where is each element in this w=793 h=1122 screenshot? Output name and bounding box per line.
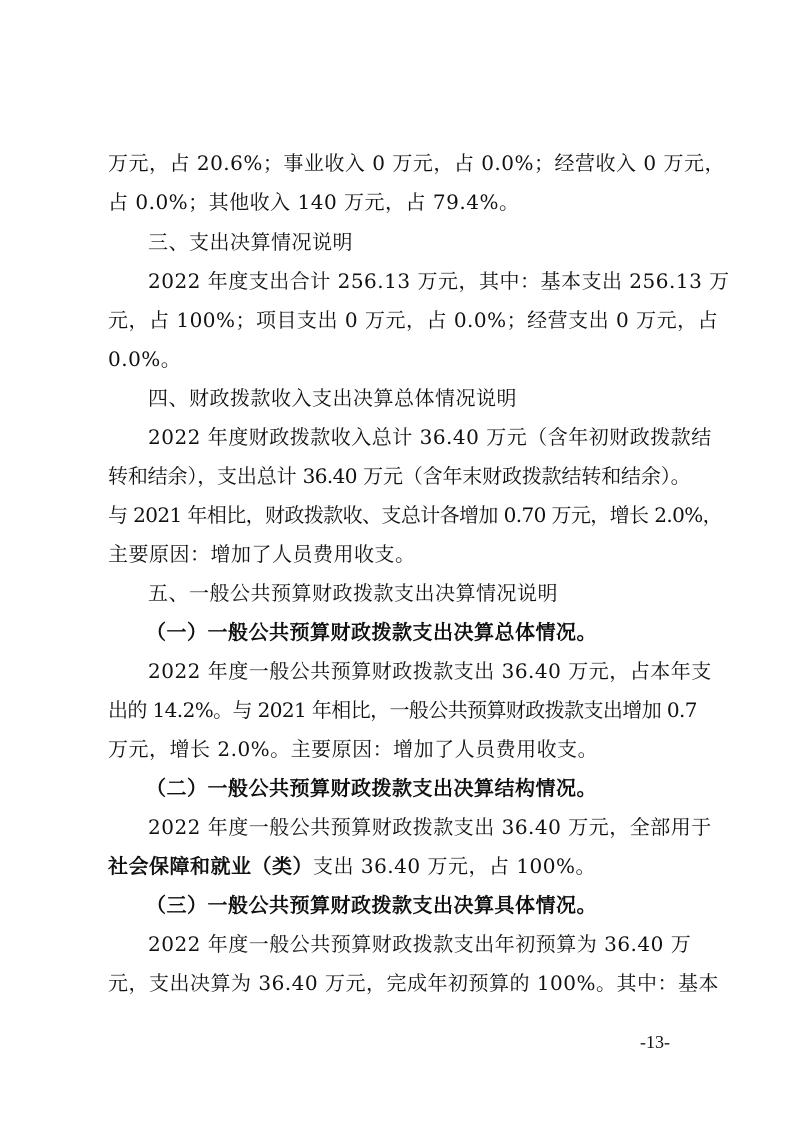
section-heading: 三、支出决算情况说明 [148,230,353,254]
paragraph-line: 2022 年度一般公共预算财政拨款支出年初预算为 36.40 万 [148,932,692,956]
paragraph-line: 2022 年度财政拨款收入总计 36.40 万元（含年初财政拨款结 [148,425,712,449]
paragraph-line: 出的 14.2%。与 2021 年相比，一般公共预算财政拨款支出增加 0.7 [108,698,697,722]
paragraph-line [108,846,690,886]
paragraph-text: 支出 36.40 万元，占 100%。 [313,854,597,878]
section-heading: 五、一般公共预算财政拨款支出决算情况说明 [148,581,558,605]
paragraph-line: 元，支出决算为 36.40 万元，完成年初预算的 100%。其中：基本 [108,971,720,995]
paragraph-line: 转和结余），支出总计 36.40 万元（含年末财政拨款结转和结余）。 [108,464,690,488]
paragraph-line: 2022 年度一般公共预算财政拨款支出 36.40 万元，全部用于 [148,815,712,839]
paragraph-line: 元，占 100%；项目支出 0 万元，占 0.0%；经营支出 0 万元，占 [108,308,719,332]
paragraph-line: 万元，增长 2.0%。主要原因：增加了人员费用收支。 [108,737,599,761]
paragraph-line: 主要原因：增加了人员费用收支。 [108,542,416,566]
expense-category-bold: 社会保障和就业（类） [108,854,313,878]
paragraph-line: 万元，占 20.6%；事业收入 0 万元，占 0.0%；经营收入 0 万元， [108,151,725,175]
paragraph-line: 与 2021 年相比，财政拨款收、支总计各增加 0.70 万元，增长 2.0%， [108,503,723,527]
subsection-heading: （二）一般公共预算财政拨款支出决算结构情况。 [146,776,597,800]
paragraph-line: 占 0.0%；其他收入 140 万元，占 79.4%。 [108,190,520,214]
paragraph-line: 2022 年度支出合计 256.13 万元，其中：基本支出 256.13 万 [148,269,730,293]
section-heading: 四、财政拨款收入支出决算总体情况说明 [148,386,517,410]
subsection-heading: （三）一般公共预算财政拨款支出决算具体情况。 [146,893,597,917]
subsection-heading: （一）一般公共预算财政拨款支出决算总体情况。 [146,620,597,644]
paragraph-line: 0.0%。 [108,347,182,371]
paragraph-line: 2022 年度一般公共预算财政拨款支出 36.40 万元，占本年支 [148,659,712,683]
page-number: -13- [640,1032,670,1052]
